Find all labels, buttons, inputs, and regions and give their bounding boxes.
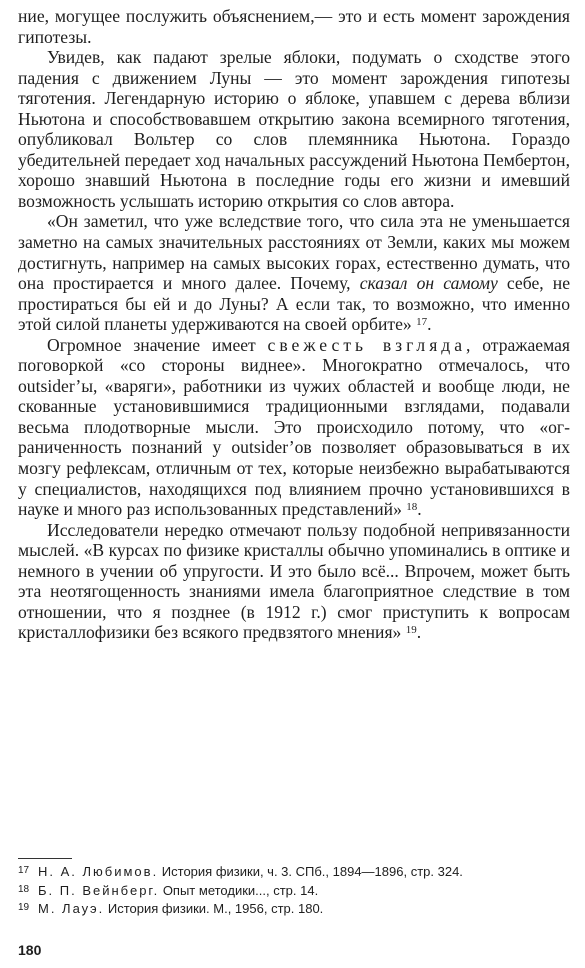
footnote-17 xyxy=(18,862,578,881)
footnote-author: Б. П. Вейнберг. xyxy=(38,882,160,898)
paragraph-text: . xyxy=(417,499,422,520)
footnote-reference: 18 xyxy=(406,501,418,514)
footnote-18 xyxy=(18,881,578,900)
footnote-rule xyxy=(18,858,72,859)
page-body xyxy=(18,6,570,643)
spaced-emphasis: свежесть взгляда xyxy=(267,334,467,355)
footnotes xyxy=(18,858,578,918)
footnote-19 xyxy=(18,899,578,918)
footnote-number: 19 xyxy=(18,902,30,913)
paragraph xyxy=(18,520,570,643)
footnote-number: 18 xyxy=(18,883,30,895)
footnote-text: Опыт методики..., стр. 14. xyxy=(159,882,319,898)
paragraph xyxy=(18,6,570,47)
page-number: 180 xyxy=(18,942,42,958)
paragraph-text: «Он заметил, что уже вследствие того, что сила эта не уменьшается заметно на самых значительных расстояниях от Земли, каких мы можем достигнуть, например на самых высоких горах, естественно думать, что она простирается и много далее. Почему, xyxy=(18,211,570,294)
footnote-text: История физики, ч. 3. СПб., 1894—1896, стр. 324. xyxy=(158,864,463,879)
paragraph-text: Исследователи нередко отмечают пользу подобной непривязанности мыслей. «В курсах по физике кристаллы обычно упоминались в оптике и немного в учении об упругости. И это было всё... Впрочем, может быть эта неотягощенность знаниями имела благоприятное следствие в том отношении, что я позднее (в 1912 г.) смог приступить к вопросам кристаллофизики без всякого предвзятого мнения» xyxy=(18,519,570,643)
footnote-reference: 17 xyxy=(416,316,428,329)
paragraph-text: ние, могущее послужить объяснением,— это и есть момент зарождения гипотезы. xyxy=(18,6,570,47)
footnote-number: 17 xyxy=(18,865,30,876)
paragraph xyxy=(18,211,570,334)
paragraph-text: себе, не простираться бы ей и до Луны? А если так, то возможно, что именно этой силой планеты удерживаются на своей орбите» xyxy=(18,273,571,335)
paragraph xyxy=(18,335,570,520)
paragraph-text: Увидев, как падают зрелые яблоки, подумать о сходстве этого падения с движением Луны — это момент зарождения гипотезы тяготения. Легендарную историю о яблоке, упавшем с дерева вблизи Ньютона и способствовавшем открытию закона всемирного тяготения, опубликовал Вольтер со слов племянника Ньютона. Гораздо убедительней передает ход начальных рассуждений Ньютона Пембертон, хорошо знавший Ньютона в последние годы его жизни и имевший возможность услышать историю открытия со слов автора. xyxy=(18,47,570,211)
paragraph-text: . xyxy=(427,314,432,335)
paragraph-text: . xyxy=(416,622,422,643)
footnote-author: М. Лауэ. xyxy=(38,901,105,916)
footnote-text: История физики. М., 1956, стр. 180. xyxy=(104,901,324,916)
paragraph xyxy=(18,47,570,211)
paragraph-text: Огромное значение имеет xyxy=(47,334,268,355)
footnote-author: Н. А. Любимов. xyxy=(38,864,159,879)
italic-text: сказал он самому xyxy=(359,273,498,294)
footnote-reference: 19 xyxy=(405,624,417,637)
paragraph-text: , отражаемая поговоркой «со стороны виднее». Многократно отмечалось, что outsider’ы, «варяги», работники из чужих областей и вообще люди, не скованные установившимися традиционными взглядами, подавали весьма плодотворные мысли. Это происходило потому, что «ограниченность познаний у outsider’ов позволяет образовываться в их мозгу рефлексам, отличным от тех, которые неизбежно вырабатываются у специалистов, находящихся под влиянием прочно установившихся в науке и много раз использованных представлений» xyxy=(18,334,570,520)
